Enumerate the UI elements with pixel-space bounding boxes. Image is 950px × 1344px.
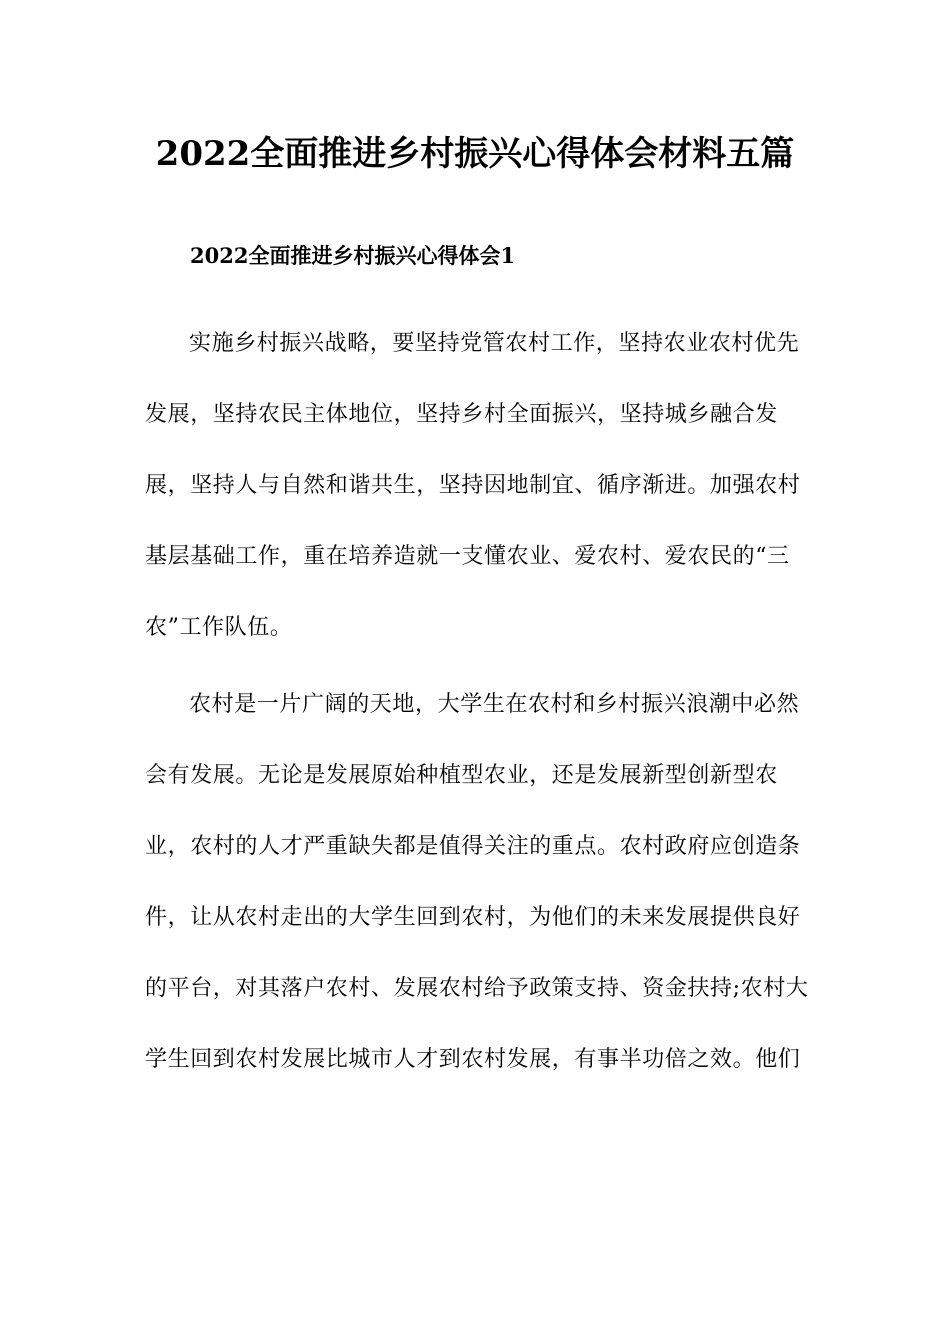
paragraph-1: 实施乡村振兴战略，要坚持党管农村工作，坚持农业农村优先发展，坚持农民主体地位，坚持乡村全面振兴，坚持城乡融合发展，坚持人与自然和谐共生，坚持因地制宜、循序渐进。加强农村基层基础工作，重在培养造就一支懂农业、爱农村、爱农民的“三农”工作队伍。	[145, 331, 801, 640]
document-title: 2022全面推进乡村振兴心得体会材料五篇	[155, 134, 795, 174]
paragraph-2: 农村是一片广阔的天地，大学生在农村和乡村振兴浪潮中必然会有发展。无论是发展原始种植型农业，还是发展新型创新型农业，农村的人才严重缺失都是值得关注的重点。农村政府应创造条件，让从农村走出的大学生回到农村，为他们的未来发展提供良好的平台，对其落户农村、发展农村给予政策支持、资金扶持;农村大学生回到农村发展比城市人才到农村发展，有事半功倍之效。他们	[145, 692, 809, 1072]
section-heading: 2022全面推进乡村振兴心得体会1	[190, 243, 516, 268]
